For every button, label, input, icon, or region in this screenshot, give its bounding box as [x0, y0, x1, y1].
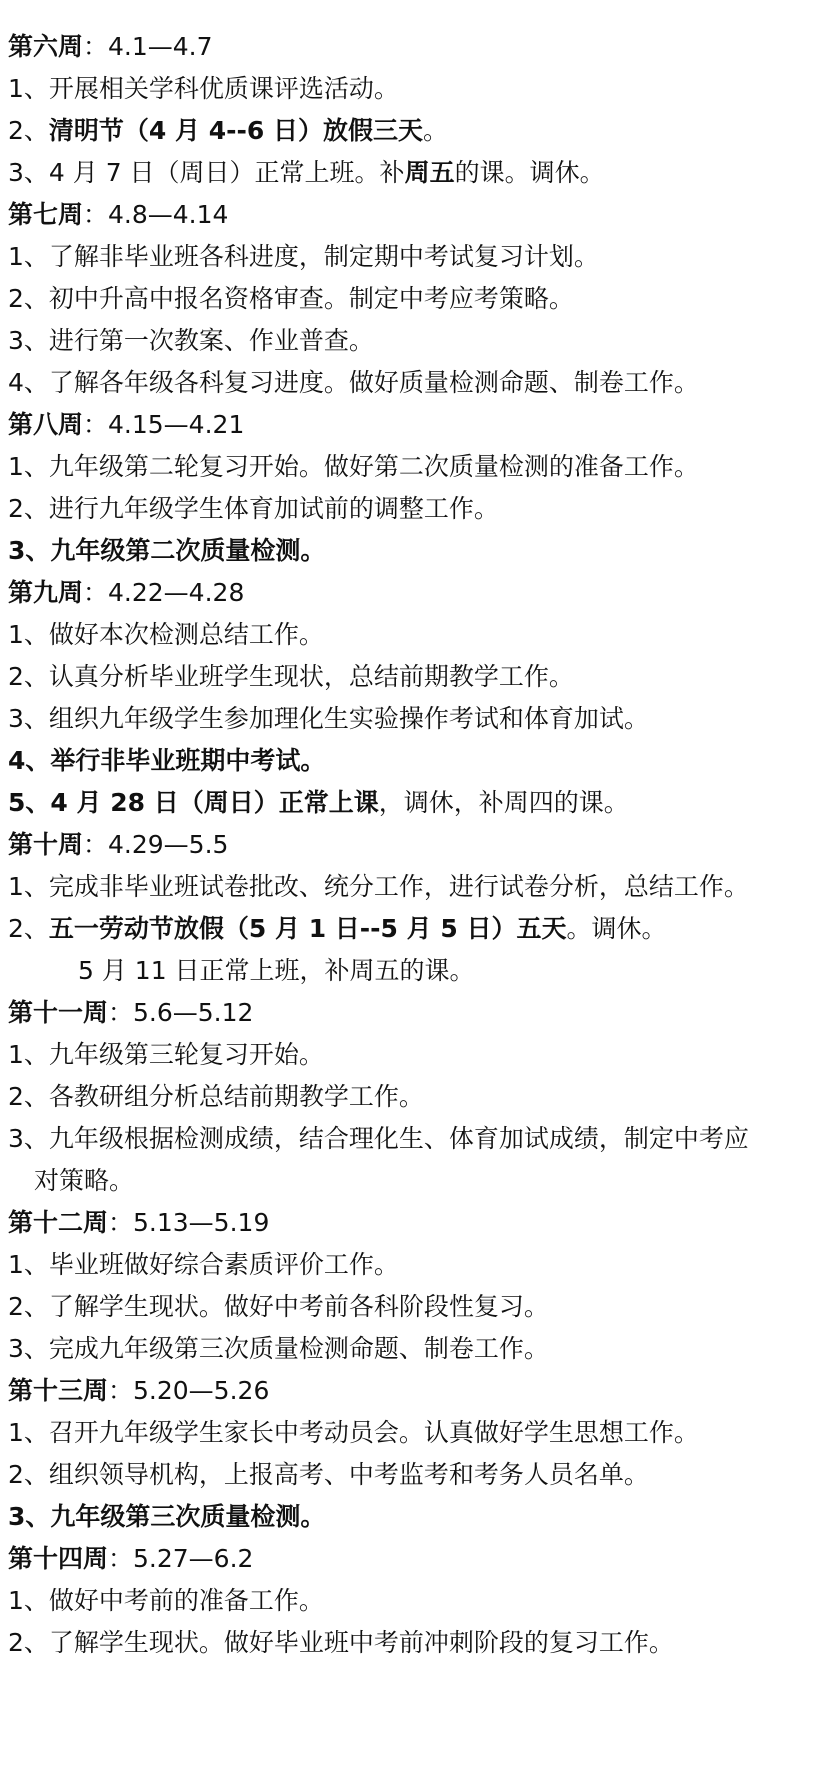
list-item — [8, 1244, 838, 1286]
text-segment: 4、了解各年级各科复习进度。做好质量检测命题、制卷工作。 — [8, 368, 699, 397]
bold-text: 3、九年级第二次质量检测。 — [8, 536, 326, 565]
list-item — [8, 614, 838, 656]
text-segment: 对策略。 — [34, 1166, 135, 1195]
list-item — [8, 1454, 838, 1496]
text-segment: 2、认真分析毕业班学生现状，总结前期教学工作。 — [8, 662, 574, 691]
bold-text: 第十三周 — [8, 1376, 109, 1405]
text-segment: 3、九年级根据检测成绩，结合理化生、体育加试成绩，制定中考应 — [8, 1124, 749, 1153]
text-segment: 。调休。 — [566, 914, 667, 943]
week-heading — [8, 824, 838, 866]
bold-text: 第十四周 — [8, 1544, 109, 1573]
bold-text: 第十二周 — [8, 1208, 109, 1237]
bold-text: 5、4 月 28 日（周日）正常上课 — [8, 788, 379, 817]
bold-text: 五一劳动节放假（5 月 1 日--5 月 5 日）五天 — [48, 914, 567, 943]
bold-text: 3、九年级第三次质量检测。 — [8, 1502, 326, 1531]
text-segment: 3、进行第一次教案、作业普查。 — [8, 326, 374, 355]
text-segment: 1、了解非毕业班各科进度，制定期中考试复习计划。 — [8, 242, 599, 271]
week-heading — [8, 1538, 838, 1580]
list-item — [8, 1286, 838, 1328]
bold-text: 第六周 — [8, 32, 84, 61]
text-segment: ：5.6—5.12 — [108, 998, 254, 1027]
text-segment: ：4.1—4.7 — [83, 32, 213, 61]
week-heading — [8, 404, 838, 446]
text-segment: 1、做好中考前的准备工作。 — [8, 1586, 324, 1615]
list-item — [8, 110, 838, 152]
week-heading — [8, 1370, 838, 1412]
text-segment: ：4.29—5.5 — [83, 830, 229, 859]
list-item — [8, 908, 838, 950]
week-heading — [8, 1202, 838, 1244]
list-item — [8, 488, 838, 530]
text-segment: 。 — [422, 116, 448, 145]
text-segment: ，调休，补周四的课。 — [378, 788, 629, 817]
text-segment: 3、4 月 7 日（周日）正常上班。补 — [8, 158, 405, 187]
text-segment: ：5.20—5.26 — [108, 1376, 270, 1405]
text-segment: 2、初中升高中报名资格审查。制定中考应考策略。 — [8, 284, 574, 313]
week-heading — [8, 572, 838, 614]
list-item — [8, 866, 838, 908]
text-segment: 1、开展相关学科优质课评选活动。 — [8, 74, 399, 103]
text-segment: 1、九年级第二轮复习开始。做好第二次质量检测的准备工作。 — [8, 452, 699, 481]
list-item — [8, 1160, 838, 1202]
text-segment: 1、九年级第三轮复习开始。 — [8, 1040, 324, 1069]
text-segment: 2、 — [8, 116, 49, 145]
bold-text: 周五 — [404, 158, 455, 187]
text-segment: 2、各教研组分析总结前期教学工作。 — [8, 1082, 424, 1111]
list-item — [8, 1580, 838, 1622]
text-segment: 1、召开九年级学生家长中考动员会。认真做好学生思想工作。 — [8, 1418, 699, 1447]
week-heading — [8, 26, 838, 68]
bold-text: 清明节（4 月 4--6 日）放假三天 — [48, 116, 423, 145]
list-item — [8, 1328, 838, 1370]
list-item — [8, 236, 838, 278]
text-segment: ：5.27—6.2 — [108, 1544, 254, 1573]
list-item — [8, 152, 838, 194]
list-item — [8, 1034, 838, 1076]
list-item — [8, 446, 838, 488]
list-item — [8, 656, 838, 698]
bold-text: 第七周 — [8, 200, 84, 229]
list-item — [8, 68, 838, 110]
text-segment: 的课。调休。 — [454, 158, 605, 187]
list-item — [8, 278, 838, 320]
list-item — [8, 698, 838, 740]
bold-text: 第十周 — [8, 830, 84, 859]
bold-text: 第八周 — [8, 410, 84, 439]
bold-text: 第九周 — [8, 578, 84, 607]
list-item — [8, 950, 838, 992]
list-item — [8, 362, 838, 404]
list-item — [8, 1118, 838, 1160]
list-item — [8, 1412, 838, 1454]
week-heading — [8, 194, 838, 236]
list-item — [8, 1496, 838, 1538]
text-segment: 1、做好本次检测总结工作。 — [8, 620, 324, 649]
text-segment: 2、进行九年级学生体育加试前的调整工作。 — [8, 494, 499, 523]
week-heading — [8, 992, 838, 1034]
text-segment: 5 月 11 日正常上班，补周五的课。 — [78, 956, 475, 985]
text-segment: 2、了解学生现状。做好毕业班中考前冲刺阶段的复习工作。 — [8, 1628, 674, 1657]
text-segment: 2、组织领导机构，上报高考、中考监考和考务人员名单。 — [8, 1460, 649, 1489]
text-segment: ：5.13—5.19 — [108, 1208, 270, 1237]
bold-text: 4、举行非毕业班期中考试。 — [8, 746, 326, 775]
text-segment: 1、完成非毕业班试卷批改、统分工作，进行试卷分析，总结工作。 — [8, 872, 749, 901]
text-segment: ：4.8—4.14 — [83, 200, 229, 229]
bold-text: 第十一周 — [8, 998, 109, 1027]
text-segment: ：4.22—4.28 — [83, 578, 245, 607]
list-item — [8, 530, 838, 572]
list-item — [8, 782, 838, 824]
text-segment: 3、完成九年级第三次质量检测命题、制卷工作。 — [8, 1334, 549, 1363]
list-item — [8, 320, 838, 362]
text-segment: 2、了解学生现状。做好中考前各科阶段性复习。 — [8, 1292, 549, 1321]
text-segment: ：4.15—4.21 — [83, 410, 245, 439]
list-item — [8, 1622, 838, 1664]
list-item — [8, 1076, 838, 1118]
text-segment: 2、 — [8, 914, 49, 943]
text-segment: 1、毕业班做好综合素质评价工作。 — [8, 1250, 399, 1279]
text-segment: 3、组织九年级学生参加理化生实验操作考试和体育加试。 — [8, 704, 649, 733]
list-item — [8, 740, 838, 782]
